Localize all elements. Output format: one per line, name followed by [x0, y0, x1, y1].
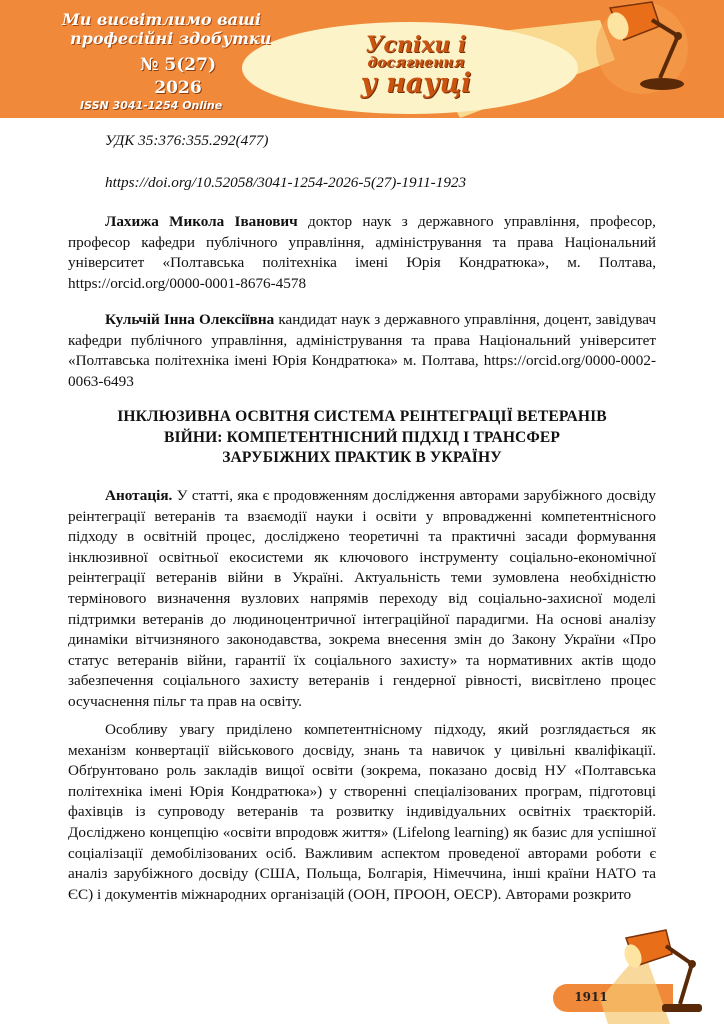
abstract-paragraph-1: [68, 486, 656, 713]
abstract-text-1: У статті, яка є продовженням дослідження авторами зарубіжного досвіду реінтеграції ветеранів та взаємодії науки і освіти у впровадженні компетентнісного підходу в освітній процес, досліджено теоретичні та практичні засади формування інклюзивної освітньої екосистеми як ключового інструменту соціально-економічної реінтеграції ветеранів війни в Україні. Актуальність теми зумовлена необхідністю термінового визначення вузлових напрямів переходу від соціально-захисної моделі підтримки ветеранів до людиноцентричної інтеграційної парадигми. На основі аналізу динаміки вітчизняного законодавства, зокрема внесення змін до Закону України «Про статус ветеранів війни, гарантії їх соціального захисту» та нормативних актів щодо забезпечення соціального захисту ветеранів і гендерної рівності, висвітлено процес осучаснення пільг та прав на освіту.: [68, 487, 656, 710]
author-details-2: кандидат наук з державного управління, доцент, завідувач кафедри публічного управління, адміністрування та права Національний університет «Полтавська політехніка імені Юрія Кондратюка» м. Полтава, https://orcid.org/0000-0002-0063-6493: [68, 311, 656, 390]
title-line-2: ВІЙНИ: КОМПЕТЕНТНІСНИЙ ПІДХІД І ТРАНСФЕР: [163, 428, 561, 446]
page-number: 1911: [574, 990, 608, 1004]
doi-link[interactable]: https://doi.org/10.52058/3041-1254-2026-5(27)-1911-1923: [105, 174, 467, 191]
journal-slogan: [62, 10, 302, 48]
author-block-1: [68, 212, 656, 294]
abstract-paragraph-2: Особливу увагу приділено компетентнісному підходу, який розглядається як механізм конвертації військового досвіду, знань та навичок у цивільні кваліфікації. Обґрунтовано роль закладів вищої освіти (зокрема, показано досвід НУ «Полтавська політехніка імені Юрія Кондратюка») у створенні спеціалізованих програм, підготовці фахівців із супроводу ветеранів та розвитку індивідуальних освітніх траєкторій. Досліджено концепцію «освіти впродовж життя» (Lifelong learning) як базис для успішної соціалізації демобілізованих осіб. Важливим аспектом проведеної авторами роботи є аналіз зарубіжного досвіду (США, Польща, Болгарія, Німеччина, інші країни НАТО та ЄС) і документів міжнародних організацій (ООН, ПРООН, ОЕСР). Авторами розкрито: [68, 721, 656, 903]
author-block-2: [68, 310, 656, 392]
udc-code: УДК 35:376:355.292(477): [105, 132, 269, 149]
issue-year: 2026: [154, 78, 202, 98]
author-name-2: Кульчій Інна Олексіївна: [105, 311, 275, 328]
desk-lamp-icon: [600, 924, 724, 1024]
journal-title-line-1: Успіхи і: [365, 32, 467, 58]
title-line-3: ЗАРУБІЖНИХ ПРАКТИК В УКРАЇНУ: [222, 449, 502, 467]
journal-title-line-3: у науці: [360, 68, 472, 99]
journal-title-line-2: досягнення: [367, 55, 465, 71]
article-title: [68, 407, 656, 469]
author-details-1: доктор наук з державного управління, професор, професор кафедри публічного управління, адміністрування та права Національний університет «Полтавська політехніка імені Юрія Кондратюка», м. Полтава, https://orcid.org/0000-0001-8676-4578: [68, 213, 656, 292]
journal-title: [296, 34, 536, 97]
author-name-1: Лахижа Микола Іванович: [105, 213, 298, 230]
issn-label: ISSN 3041-1254 Online: [80, 99, 223, 112]
slogan-line-1: Ми висвітлимо ваші: [62, 10, 261, 29]
abstract-label: Анотація.: [105, 487, 173, 504]
journal-header-banner: [0, 0, 724, 118]
issue-info: [118, 54, 238, 100]
slogan-line-2: професійні здобутки: [70, 29, 272, 48]
title-line-1: ІНКЛЮЗИВНА ОСВІТНЯ СИСТЕМА РЕІНТЕГРАЦІЇ ВЕТЕРАНІВ: [117, 408, 607, 425]
issue-number: № 5(27): [140, 55, 216, 75]
desk-lamp-icon: [590, 0, 724, 118]
